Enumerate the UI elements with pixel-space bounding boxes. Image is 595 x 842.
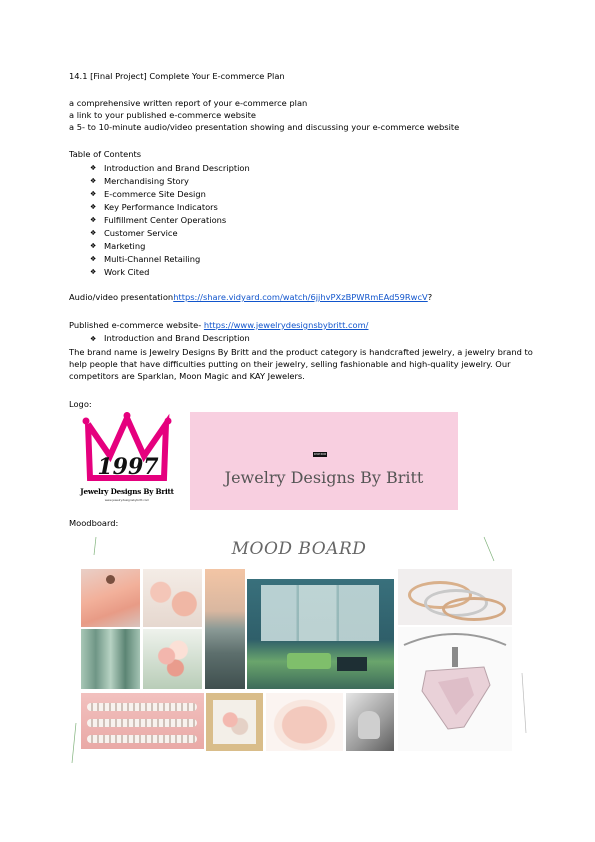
bouquet-photo: [143, 629, 202, 689]
website-link[interactable]: https://www.jewelrydesignsbybritt.com/: [203, 320, 369, 330]
moodboard-title: MOOD BOARD: [231, 539, 367, 559]
shop-now-button: SHOP NOW: [313, 453, 327, 456]
rings-photo: [398, 569, 512, 625]
coral-photo: [266, 693, 343, 751]
av-presentation-link[interactable]: https://share.vidyard.com/watch/6jjhvPXzBPWRmEAd59RwcV: [173, 292, 428, 302]
moodboard-label: Moodboard:: [69, 518, 119, 528]
diamond-bullet-icon: ❖: [90, 229, 97, 237]
floral-photo: [143, 569, 202, 627]
crown-logo: [76, 412, 178, 512]
logo-label: Logo:: [69, 399, 92, 409]
document-title: 14.1 [Final Project] Complete Your E-commerce Plan: [69, 71, 285, 81]
pink-dress-photo: [81, 569, 140, 627]
toc-item: ❖ Multi-Channel Retailing: [90, 254, 201, 264]
av-presentation-label: Audio/video presentation: [69, 292, 174, 302]
toc-item: ❖ Merchandising Story: [90, 176, 189, 186]
toc-item: ❖ E-commerce Site Design: [90, 189, 206, 199]
framed-flowers-photo: [206, 693, 263, 751]
crown-icon: [76, 412, 178, 492]
toc-title: Table of Contents: [69, 149, 142, 159]
moodboard: [70, 533, 528, 773]
requirement-report: a comprehensive written report of your e-commerce plan: [69, 98, 308, 108]
requirement-link: a link to your published e-commerce website: [69, 110, 256, 120]
diamond-bullet-icon: ❖: [90, 335, 97, 343]
diamond-bullet-icon: ❖: [90, 255, 97, 263]
section-heading: ❖ Introduction and Brand Description: [90, 333, 250, 343]
toc-item: ❖ Fulfillment Center Operations: [90, 215, 227, 225]
diamond-bullet-icon: ❖: [90, 164, 97, 172]
toc-item: ❖ Work Cited: [90, 267, 150, 277]
logo-url-text: www.jewelrydesignsbybritt.com: [104, 498, 150, 502]
brand-banner: [190, 412, 458, 510]
diamond-bullet-icon: ❖: [90, 216, 97, 224]
jeweled-belt-photo: [81, 693, 204, 749]
logo-caption: Jewelry Designs By Britt: [80, 487, 174, 496]
table-of-contents: [90, 162, 250, 279]
seascape-photo: [205, 569, 245, 689]
toc-item: ❖ Key Performance Indicators: [90, 202, 218, 212]
hand-jewelry-photo: [346, 693, 394, 751]
toc-item: ❖ Marketing: [90, 241, 146, 251]
toc-item: ❖ Customer Service: [90, 228, 178, 238]
diamond-bullet-icon: ❖: [90, 190, 97, 198]
diamond-bullet-icon: ❖: [90, 268, 97, 276]
diamond-bullet-icon: ❖: [90, 177, 97, 185]
quartz-pendant-photo: [398, 627, 512, 751]
website-line: [69, 320, 368, 330]
av-presentation-line: Audio/video presentationhttps://share.vidyard.com/watch/6jjhvPXzBPWRmEAd59RwcV?: [69, 292, 433, 302]
toc-item: ❖ Introduction and Brand Description: [90, 163, 250, 173]
diamond-bullet-icon: ❖: [90, 242, 97, 250]
website-label: Published e-commerce website-: [69, 320, 204, 330]
intro-paragraph: The brand name is Jewelry Designs By Britt and the product category is handcrafted jewelry, a jewelry brand to help people that have difficulties putting on their jewelry, selling fashionable and high-quality jewelry. Our competitors are Sparklan, Moon Magic and KAY Jewelers.: [69, 347, 533, 382]
teal-room-photo: [247, 579, 394, 689]
banner-title: Jewelry Designs By Britt: [224, 468, 424, 487]
requirement-video: a 5- to 10-minute audio/video presentation showing and discussing your e-commerce website: [69, 122, 460, 132]
green-fabric-photo: [81, 629, 140, 689]
logo-year: 1997: [97, 454, 159, 480]
diamond-bullet-icon: ❖: [90, 203, 97, 211]
